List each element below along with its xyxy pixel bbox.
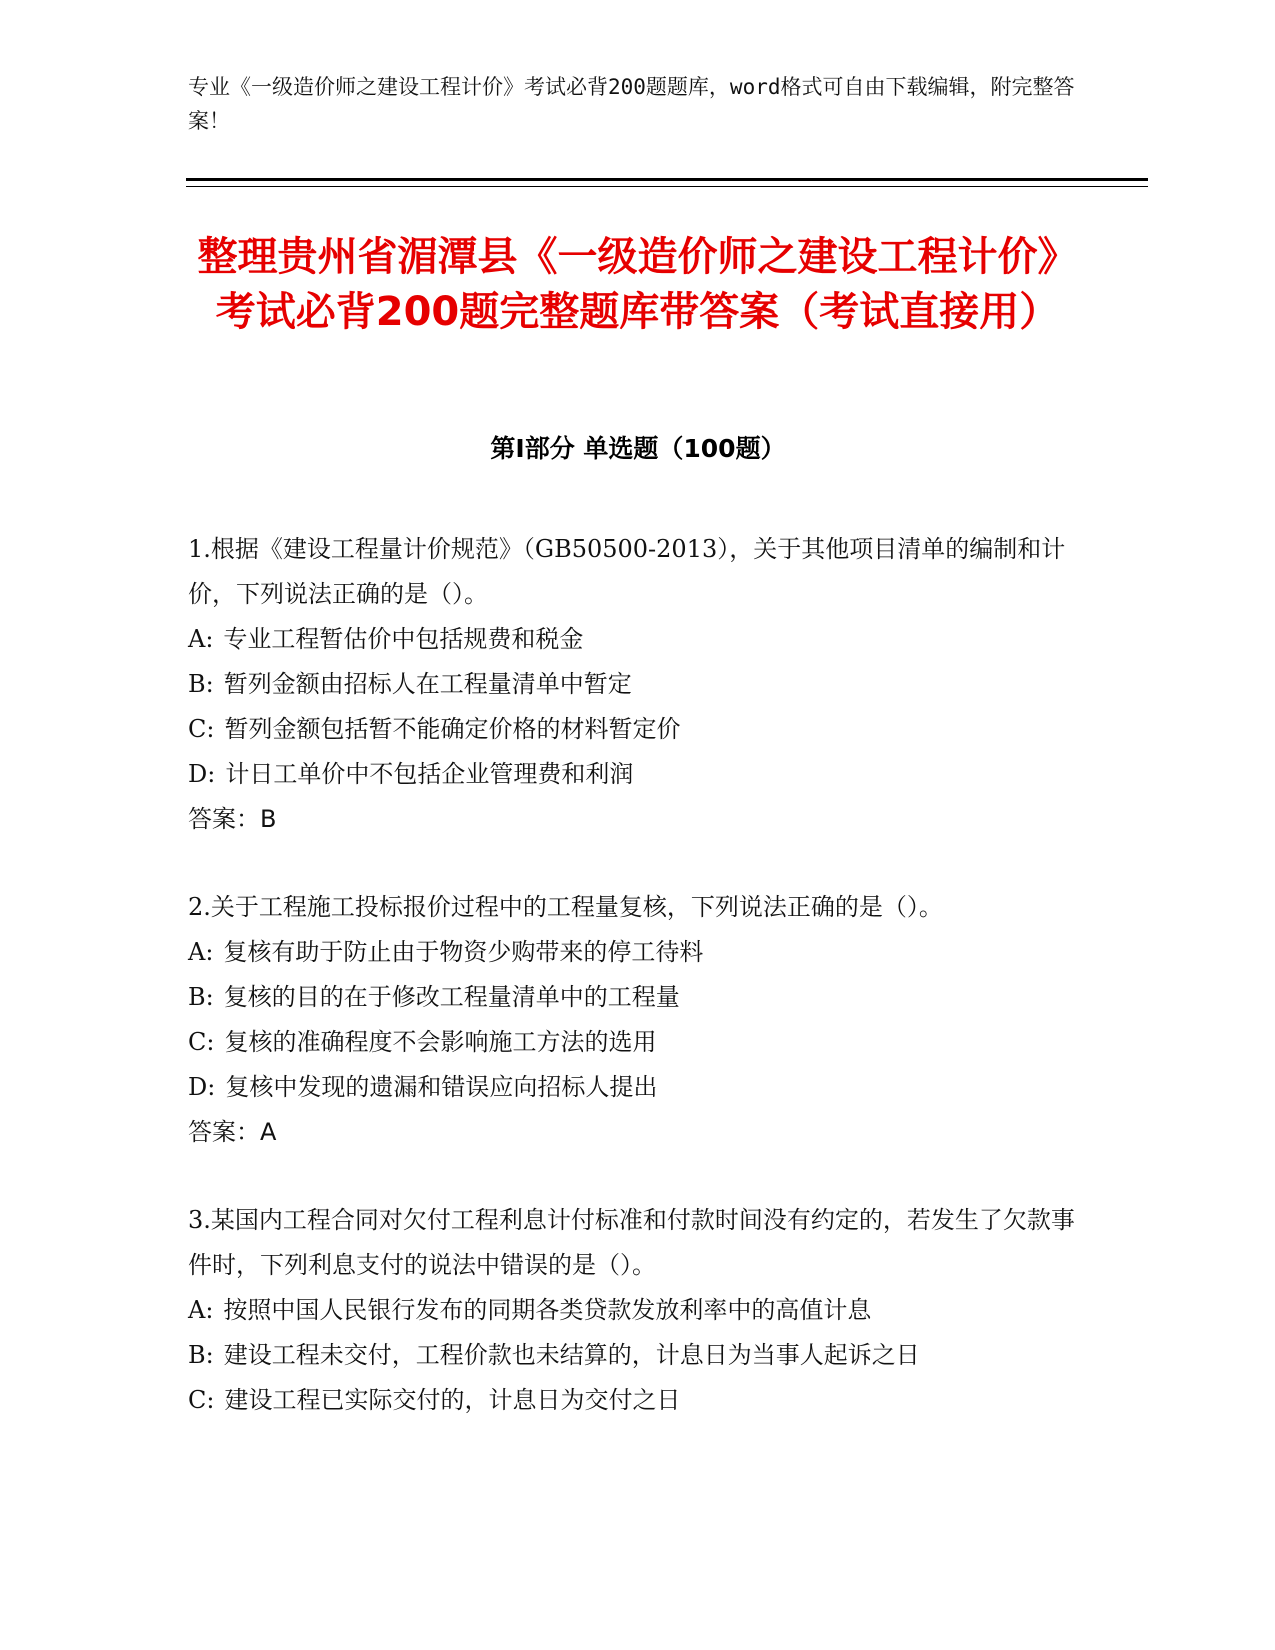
option-c (188, 1378, 1088, 1423)
header-rule-thick (186, 178, 1148, 181)
option-text: 暂列金额包括暂不能确定价格的材料暂定价 (224, 715, 681, 743)
option-text: 计日工单价中不包括企业管理费和利润 (225, 760, 634, 788)
option-label: D: (188, 1073, 216, 1101)
option-label: C: (188, 1386, 215, 1414)
answer-line: 答案：B (188, 805, 277, 833)
option-c (188, 1020, 1088, 1065)
option-a (188, 930, 1088, 975)
option-label: A: (188, 1296, 214, 1324)
question-stem: 2.关于工程施工投标报价过程中的工程量复核，下列说法正确的是（）。 (188, 893, 943, 921)
option-text: 建设工程已实际交付的，计息日为交付之日 (224, 1386, 681, 1414)
header-rule-thin (186, 186, 1148, 187)
question-1 (188, 527, 1088, 842)
section-title: 第I部分 单选题（100题） (490, 434, 786, 463)
question-stem: 1.根据《建设工程量计价规范》（GB50500-2013），关于其他项目清单的编制和计价，下列说法正确的是（）。 (188, 535, 1066, 608)
option-label: A: (188, 625, 214, 653)
question-stem: 3.某国内工程合同对欠付工程利息计付标准和付款时间没有约定的，若发生了欠款事件时，下列利息支付的说法中错误的是（）。 (188, 1206, 1075, 1279)
option-a (188, 617, 1088, 662)
option-d (188, 1065, 1088, 1110)
option-text: 暂列金额由招标人在工程量清单中暂定 (223, 670, 632, 698)
header-note: 专业《一级造价师之建设工程计价》考试必背200题题库，word格式可自由下载编辑，附完整答案！ (188, 75, 1075, 133)
question-list (188, 527, 1088, 1466)
option-label: D: (188, 760, 216, 788)
option-d (188, 752, 1088, 797)
answer-line: 答案：A (188, 1118, 277, 1146)
option-label: C: (188, 1028, 215, 1056)
option-b (188, 975, 1088, 1020)
option-label: B: (188, 1341, 214, 1369)
document-title: 整理贵州省湄潭县《一级造价师之建设工程计价》考试必背200题完整题库带答案（考试直接用） (197, 234, 1078, 335)
option-c (188, 707, 1088, 752)
option-b (188, 662, 1088, 707)
option-label: C: (188, 715, 215, 743)
option-text: 复核中发现的遗漏和错误应向招标人提出 (225, 1073, 658, 1101)
option-text: 按照中国人民银行发布的同期各类贷款发放利率中的高值计息 (223, 1296, 872, 1324)
option-b (188, 1333, 1088, 1378)
question-2 (188, 885, 1088, 1155)
option-a (188, 1288, 1088, 1333)
option-text: 专业工程暂估价中包括规费和税金 (223, 625, 584, 653)
question-3 (188, 1198, 1088, 1423)
option-text: 复核的目的在于修改工程量清单中的工程量 (223, 983, 680, 1011)
option-text: 建设工程未交付，工程价款也未结算的，计息日为当事人起诉之日 (223, 1341, 920, 1369)
option-text: 复核的准确程度不会影响施工方法的选用 (224, 1028, 657, 1056)
option-text: 复核有助于防止由于物资少购带来的停工待料 (223, 938, 704, 966)
option-label: B: (188, 670, 214, 698)
option-label: A: (188, 938, 214, 966)
option-label: B: (188, 983, 214, 1011)
